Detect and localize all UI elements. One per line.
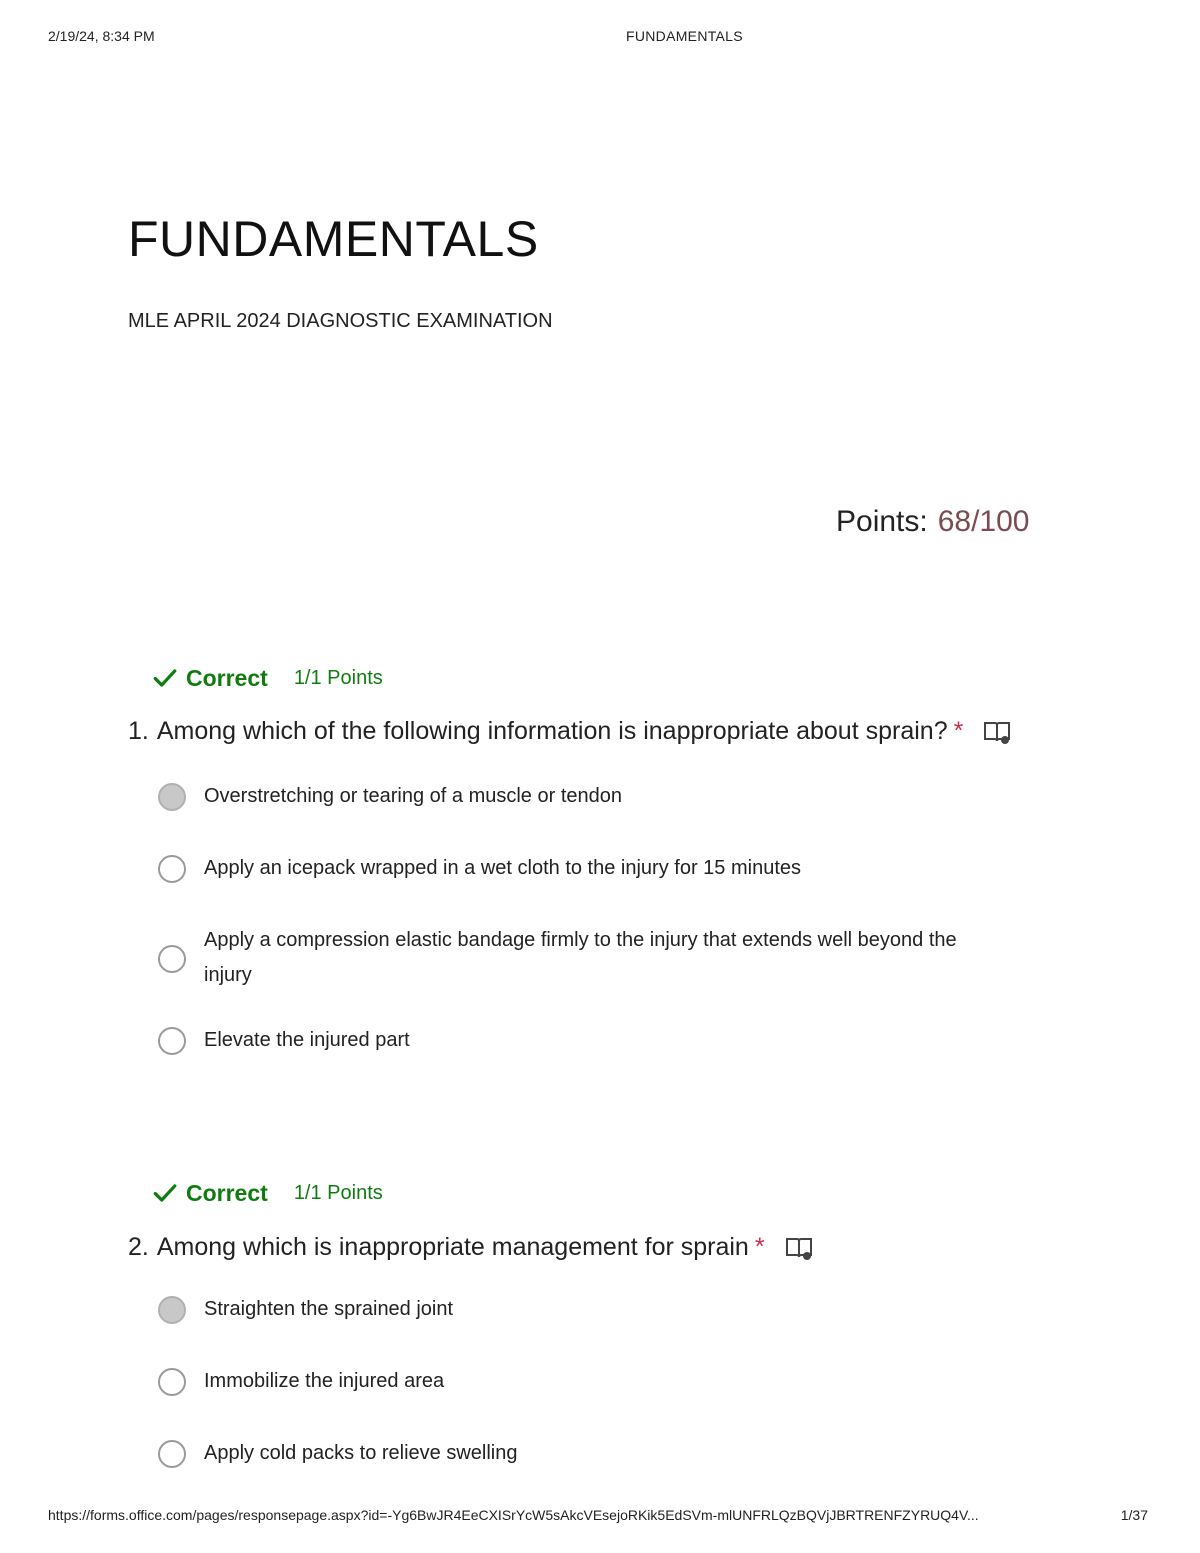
question-points: 1/1 Points [293, 666, 383, 689]
immersive-reader-icon[interactable] [785, 1235, 813, 1261]
status-label: Correct [186, 1179, 268, 1206]
option-label: Apply a compression elastic bandage firmly to the injury that extends well beyond the injury [204, 929, 957, 986]
radio-button[interactable] [158, 1296, 186, 1324]
question-1-option-3[interactable] [158, 927, 998, 993]
status-label: Correct [186, 664, 268, 691]
question-prompt: Among which is inappropriate management for sprain [156, 1233, 749, 1261]
option-label: Straighten the sprained joint [204, 1298, 454, 1320]
immersive-reader-icon[interactable] [983, 719, 1011, 745]
question-2-text [128, 1233, 813, 1262]
question-2-status [152, 1178, 383, 1208]
radio-button[interactable] [158, 945, 186, 973]
print-header [48, 28, 1152, 48]
question-1-status [152, 663, 383, 693]
form-subtitle: MLE APRIL 2024 DIAGNOSTIC EXAMINATION [128, 310, 553, 332]
question-1-option-4[interactable] [158, 1027, 998, 1058]
option-label: Apply cold packs to relieve swelling [204, 1442, 518, 1464]
question-1-option-2[interactable] [158, 855, 998, 886]
option-label: Overstretching or tearing of a muscle or tendon [204, 785, 622, 807]
question-number: 2. [128, 1233, 149, 1261]
option-label: Elevate the injured part [204, 1029, 410, 1051]
radio-button[interactable] [158, 1027, 186, 1055]
option-label: Immobilize the injured area [204, 1370, 445, 1392]
question-2-option-3[interactable] [158, 1440, 998, 1471]
print-date: 2/19/24, 8:34 PM [48, 28, 155, 44]
print-footer [48, 1507, 1152, 1527]
question-points: 1/1 Points [293, 1181, 383, 1204]
checkmark-icon [152, 1180, 178, 1206]
required-marker: * [953, 717, 964, 745]
question-1-text [128, 717, 1011, 746]
radio-button[interactable] [158, 1368, 186, 1396]
points-total [836, 505, 1029, 539]
question-number: 1. [128, 717, 149, 745]
question-2-option-1[interactable] [158, 1296, 998, 1327]
radio-button[interactable] [158, 783, 186, 811]
question-prompt: Among which of the following information is inappropriate about sprain? [156, 717, 948, 745]
print-doc-title: FUNDAMENTALS [626, 28, 743, 44]
points-label: Points: [836, 505, 928, 538]
radio-button[interactable] [158, 855, 186, 883]
option-label: Apply an icepack wrapped in a wet cloth to the injury for 15 minutes [204, 857, 801, 879]
points-score: 68/100 [937, 505, 1030, 538]
radio-button[interactable] [158, 1440, 186, 1468]
question-2-option-2[interactable] [158, 1368, 998, 1399]
page-number: 1/37 [1120, 1507, 1148, 1523]
question-1-option-1[interactable] [158, 783, 998, 814]
form-title: FUNDAMENTALS [128, 211, 539, 267]
print-url: https://forms.office.com/pages/responsepage.aspx?id=-Yg6BwJR4EeCXISrYcW5sAkcVEsejoRKik5EdSVm-mlUNFRLQzBQVjJBRTRENFZYRUQ4V... [48, 1507, 979, 1523]
required-marker: * [754, 1233, 765, 1261]
checkmark-icon [152, 665, 178, 691]
